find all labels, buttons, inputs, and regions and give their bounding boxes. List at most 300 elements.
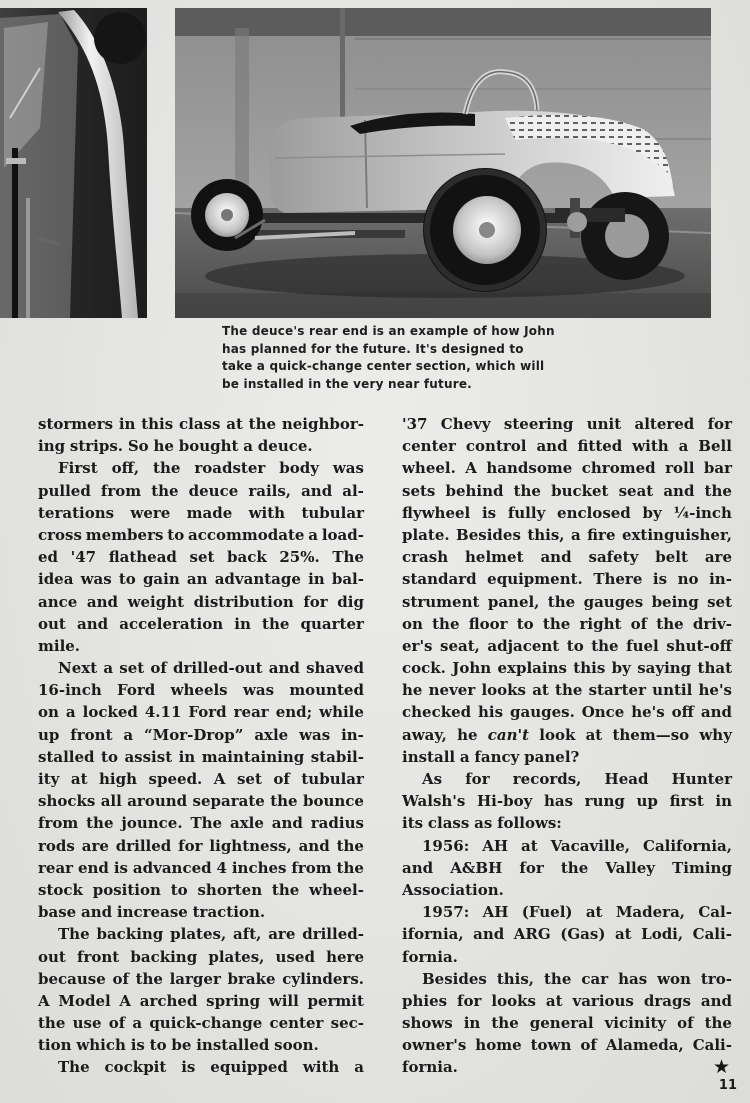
article-word: (Fuel): [521, 903, 573, 922]
article-word: panel?: [524, 747, 580, 766]
article-word: aft,: [233, 925, 262, 944]
article-word: quick-change: [149, 1014, 263, 1033]
article-line: [402, 657, 732, 679]
article-line: [402, 1012, 732, 1034]
article-word: class: [427, 814, 470, 833]
article-word: home: [475, 1036, 522, 1055]
caption-line: has planned for the future. It's designed to: [222, 341, 524, 356]
article-word: tubular: [301, 770, 364, 788]
article-word: on: [402, 614, 423, 633]
article-column-right: [402, 413, 732, 1079]
article-word: to: [516, 614, 534, 633]
article-word: explains: [497, 659, 567, 678]
photo-cockpit-detail-image: [0, 8, 147, 318]
article-line: [38, 790, 364, 812]
article-word: control: [465, 437, 527, 456]
article-line: [38, 968, 364, 990]
article-word: brake: [227, 969, 276, 988]
article-word: use: [72, 1014, 102, 1033]
article-word: at: [614, 925, 632, 944]
article-word: 4.11: [144, 703, 182, 722]
article-word: safety: [588, 548, 639, 567]
article-word: this: [141, 415, 174, 433]
article-word: out: [38, 614, 66, 633]
article-word: equipped: [210, 1058, 288, 1077]
article-line: [402, 502, 732, 524]
article-word: 1957:: [422, 903, 470, 922]
article-word: never: [428, 681, 476, 700]
article-line: [38, 480, 364, 502]
article-word: sec-: [330, 1014, 364, 1033]
article-word: is: [113, 858, 128, 877]
article-word: and: [76, 614, 109, 633]
article-word: for: [519, 858, 544, 877]
article-word: fuel: [626, 636, 659, 655]
article-word: unit: [586, 415, 622, 433]
article-word: The: [58, 1058, 90, 1077]
article-word: seat: [618, 481, 654, 500]
article-word: Model: [58, 991, 111, 1010]
article-word: was: [242, 681, 275, 700]
article-word: and: [298, 836, 330, 855]
article-word: off: [671, 703, 694, 722]
article-word: backing: [130, 947, 198, 966]
article-word: drilled-: [302, 925, 364, 944]
article-word: in: [118, 415, 136, 433]
article-word: center: [402, 437, 456, 456]
article-word: town: [530, 1036, 572, 1055]
article-word: bal-: [331, 570, 364, 589]
article-word: records,: [512, 770, 582, 788]
article-word: cylinders.: [282, 969, 364, 988]
article-word: standard: [402, 570, 477, 589]
article-word: saying: [637, 659, 692, 678]
article-word: Walsh's: [402, 792, 466, 811]
article-word: fully: [507, 503, 546, 522]
article-word: rear: [233, 703, 269, 722]
article-word: are: [268, 925, 296, 944]
article-word: he: [153, 437, 174, 456]
article-word: a: [459, 747, 470, 766]
article-word: a: [65, 703, 76, 722]
article-word: while: [319, 703, 364, 722]
article-word: its: [402, 814, 424, 833]
article-word: lightness,: [209, 836, 292, 855]
article-word: install: [402, 747, 456, 766]
article-word: altered: [634, 415, 695, 433]
article-word: rung: [584, 792, 625, 811]
article-line: [38, 923, 364, 945]
article-word: wheel.: [402, 459, 456, 478]
article-word: dig: [337, 592, 364, 611]
article-word: ifornia,: [402, 925, 464, 944]
article-line: [402, 591, 732, 613]
article-word: center: [269, 1014, 324, 1033]
article-word: in: [178, 747, 196, 766]
article-word: plate.: [402, 525, 450, 544]
article-line: [38, 746, 364, 768]
article-word: used: [275, 947, 315, 966]
article-word: the: [432, 614, 460, 633]
article-word: class: [178, 415, 221, 433]
article-word: Once: [581, 703, 625, 722]
article-word: Cal-: [698, 903, 732, 922]
article-word: phies: [402, 991, 448, 1010]
article-word: away,: [402, 725, 447, 744]
article-word: and: [536, 437, 568, 456]
article-word: to: [101, 747, 118, 766]
article-word: Hi-boy: [477, 792, 533, 811]
article-word: of: [108, 1014, 126, 1033]
article-word: bar: [703, 459, 732, 478]
caption-line: be installed in the very near future.: [222, 376, 472, 391]
article-line: [38, 435, 364, 457]
article-line: [38, 812, 364, 834]
article-word: shows: [402, 1014, 453, 1033]
article-word: is: [652, 570, 668, 589]
article-line: [402, 457, 732, 479]
article-line: [402, 812, 732, 834]
article-word: cross: [38, 525, 82, 544]
article-word: checked: [402, 703, 472, 722]
article-word: stabil-: [310, 747, 364, 766]
article-word: and: [663, 481, 695, 500]
article-word: floor: [468, 614, 508, 633]
article-line: [402, 879, 732, 901]
article-word: shocks: [38, 792, 96, 811]
article-word: weight: [127, 592, 185, 611]
article-line: [402, 768, 732, 790]
article-word: a: [123, 725, 134, 744]
article-word: traction.: [192, 903, 266, 922]
article-word: out: [38, 947, 66, 966]
article-word: with: [248, 503, 286, 522]
page-number: 11: [718, 1078, 737, 1093]
article-word: the: [513, 481, 541, 500]
article-line: [38, 701, 364, 723]
article-word: the: [555, 681, 583, 700]
article-word: by: [642, 503, 662, 522]
article-word: stalled: [38, 747, 95, 766]
article-word: roadster: [194, 459, 266, 478]
article-word: installed: [196, 1036, 270, 1055]
article-word: AH: [482, 836, 509, 855]
article-word: A: [38, 991, 50, 1010]
article-word: of: [150, 659, 167, 678]
article-word: of: [580, 1036, 597, 1055]
article-word: in: [463, 1014, 481, 1033]
article-word: to: [118, 570, 136, 589]
article-word: helmet: [465, 548, 524, 567]
article-word: at: [585, 903, 603, 922]
article-word: extinguisher,: [621, 525, 732, 544]
article-line: [402, 568, 732, 590]
article-word: speed.: [148, 770, 203, 788]
article-word: belt: [655, 548, 688, 567]
article-word: them—so: [612, 725, 690, 744]
article-word: acceleration: [119, 614, 224, 633]
article-word: gauges.: [509, 703, 575, 722]
article-line: [38, 413, 364, 435]
article-word: be: [171, 1036, 192, 1055]
article-word: deuce.: [257, 437, 313, 456]
article-word: The: [190, 814, 223, 833]
article-word: plates,: [208, 947, 265, 966]
article-word: front: [70, 725, 113, 744]
article-word: on: [38, 703, 59, 722]
article-word: panel,: [487, 592, 540, 611]
article-word: quarter: [300, 614, 364, 633]
article-word: the: [491, 1014, 519, 1033]
article-word: car: [581, 969, 609, 988]
article-word: steering: [503, 415, 574, 433]
article-line: [38, 768, 364, 790]
article-word: for: [178, 836, 203, 855]
article-line: [402, 613, 732, 635]
article-word: owner's: [402, 1036, 467, 1055]
article-word: jounce.: [121, 814, 183, 833]
article-word: he: [402, 681, 423, 700]
article-word: follows:: [497, 814, 562, 833]
article-line: [38, 524, 364, 546]
article-line: [38, 1034, 364, 1056]
article-word: spring: [206, 991, 261, 1010]
article-word: was: [80, 570, 112, 589]
article-line: [38, 1012, 364, 1034]
article-word: fitted: [577, 437, 623, 456]
article-word: until: [652, 681, 693, 700]
article-word: Timing: [672, 858, 732, 877]
article-word: a: [570, 525, 581, 544]
article-word: load-: [321, 525, 364, 544]
article-word: pulled: [38, 481, 91, 500]
article-line: [38, 1056, 364, 1078]
article-line: [402, 857, 732, 879]
article-word: was: [332, 459, 364, 478]
article-line: [38, 724, 364, 746]
article-word: made: [186, 503, 233, 522]
article-word: tro-: [700, 969, 732, 988]
article-word: body: [279, 459, 319, 478]
article-word: There: [593, 570, 643, 589]
article-line: [402, 679, 732, 701]
article-word: increase: [116, 903, 188, 922]
article-word: from: [291, 858, 332, 877]
article-word: position: [92, 880, 161, 899]
article-word: maintaining: [201, 747, 305, 766]
article-word: Ford: [117, 681, 156, 700]
article-word: set: [236, 770, 262, 788]
article-word: the: [656, 614, 684, 633]
article-word: back: [227, 548, 267, 567]
article-word: were: [130, 503, 171, 522]
article-word: at: [532, 681, 549, 700]
article-line: [402, 1056, 732, 1078]
article-word: base: [38, 903, 77, 922]
article-word: and: [301, 481, 333, 500]
article-line: [402, 923, 732, 945]
article-word: this,: [496, 969, 535, 988]
article-word: er's: [402, 636, 433, 655]
article-word: the: [262, 614, 290, 633]
article-line: [38, 990, 364, 1012]
article-word: at: [585, 725, 603, 744]
article-word: an: [186, 570, 208, 589]
photo-roadster-rear: [175, 8, 711, 318]
article-word: tion: [38, 1036, 72, 1055]
article-word: he: [457, 725, 478, 744]
article-word: So: [127, 437, 149, 456]
article-word: crash: [402, 548, 449, 567]
article-word: strument: [402, 592, 480, 611]
article-word: in-: [709, 570, 732, 589]
article-word: Hunter: [671, 770, 732, 788]
article-word: all: [100, 792, 122, 811]
article-word: he's: [698, 681, 732, 700]
article-word: cockpit: [104, 1058, 167, 1077]
article-line: [402, 990, 732, 1012]
article-word: Besides: [422, 969, 487, 988]
article-word: bounce: [302, 792, 364, 811]
article-word: the: [704, 481, 732, 500]
article-word: mile.: [38, 636, 81, 655]
article-word: set: [707, 592, 732, 611]
article-word: First: [58, 459, 98, 478]
article-line: [402, 946, 732, 968]
article-word: radius: [310, 814, 364, 833]
article-word: look: [539, 725, 576, 744]
article-word: arched: [139, 991, 198, 1010]
article-word: flywheel: [402, 503, 471, 522]
article-word: seat,: [440, 636, 480, 655]
article-word: are: [81, 836, 109, 855]
article-line: [402, 746, 732, 768]
article-word: '47: [70, 548, 97, 567]
article-line: [38, 635, 364, 657]
article-word: ance: [38, 592, 78, 611]
article-word: high: [99, 770, 138, 788]
article-word: to: [170, 880, 188, 899]
article-word: equipment.: [487, 570, 583, 589]
article-word: vicinity: [604, 1014, 667, 1033]
article-word: why: [699, 725, 732, 744]
article-word: end;: [275, 703, 313, 722]
article-word: John: [452, 659, 492, 678]
article-word: of: [273, 770, 290, 788]
article-line: [38, 657, 364, 679]
article-word: soon.: [274, 1036, 319, 1055]
article-word: California,: [643, 836, 732, 855]
caption-line: The deuce's rear end is an example of how John: [222, 324, 555, 338]
photo-cockpit-detail: [0, 8, 147, 318]
article-word: strips.: [69, 437, 124, 456]
article-word: the: [542, 614, 571, 633]
article-word: at: [70, 770, 88, 788]
article-word: 16-inch: [38, 681, 102, 700]
article-word: of: [677, 1014, 694, 1033]
article-line: [402, 835, 732, 857]
article-word: bucket: [551, 481, 609, 500]
article-word: rails,: [248, 481, 292, 500]
article-word: and: [473, 925, 505, 944]
article-word: AH: [482, 903, 509, 922]
article-word: this,: [527, 525, 565, 544]
article-word: tubular: [301, 503, 364, 522]
article-word: driv-: [692, 614, 732, 633]
article-word: is: [181, 1058, 196, 1077]
article-word: sets: [402, 481, 436, 500]
article-word: terations: [38, 503, 115, 522]
article-word: mounted: [289, 681, 364, 700]
article-line: [38, 901, 364, 923]
article-word: drilled-out: [173, 659, 263, 678]
article-word: off,: [111, 459, 140, 478]
article-word: shut-off: [666, 636, 732, 655]
article-word: Besides: [456, 525, 521, 544]
article-word: a: [132, 1014, 143, 1033]
article-word: Chevy: [440, 415, 491, 433]
article-word: being: [651, 592, 699, 611]
article-word: the: [135, 969, 163, 988]
article-word: will: [268, 991, 299, 1010]
article-line: [38, 457, 364, 479]
article-word: right: [579, 614, 622, 633]
article-word: a: [678, 437, 689, 456]
article-word: here: [326, 947, 364, 966]
article-word: 4: [216, 858, 227, 877]
article-word: the: [86, 814, 114, 833]
article-line: [402, 480, 732, 502]
article-word: neighbor-: [281, 415, 364, 433]
article-word: permit: [307, 991, 364, 1010]
article-word: separate: [192, 792, 265, 811]
article-word: shaved: [306, 659, 364, 678]
article-word: end: [77, 858, 109, 877]
article-line: [402, 790, 732, 812]
article-word: distribution: [193, 592, 294, 611]
article-word: assist: [124, 747, 173, 766]
article-word: a: [354, 1058, 364, 1077]
article-word: in: [234, 614, 251, 633]
article-word: and: [540, 548, 572, 567]
article-word: Cali-: [692, 1036, 732, 1055]
article-word: this: [573, 659, 606, 678]
article-line: [38, 835, 364, 857]
article-word: Vacaville,: [550, 836, 631, 855]
article-word: '37: [402, 415, 428, 433]
article-word: fire: [587, 525, 616, 544]
article-word: backing: [96, 925, 164, 944]
article-italic-word: can't: [487, 725, 530, 744]
article-word: handsome: [486, 459, 573, 478]
article-word: wheel-: [309, 880, 364, 899]
article-word: to: [149, 1036, 167, 1055]
article-line: [402, 901, 732, 923]
article-word: roll: [665, 459, 695, 478]
article-line: [38, 591, 364, 613]
article-line: [38, 857, 364, 879]
article-word: at: [521, 836, 538, 855]
article-word: 25%.: [279, 548, 320, 567]
article-word: the: [336, 858, 364, 877]
article-word: set: [189, 548, 215, 567]
article-word: Alameda,: [605, 1036, 684, 1055]
article-word: at: [545, 991, 563, 1010]
article-word: and: [268, 659, 300, 678]
article-word: which: [76, 1036, 126, 1055]
article-column-left: [38, 413, 364, 1079]
article-word: A: [119, 991, 132, 1010]
